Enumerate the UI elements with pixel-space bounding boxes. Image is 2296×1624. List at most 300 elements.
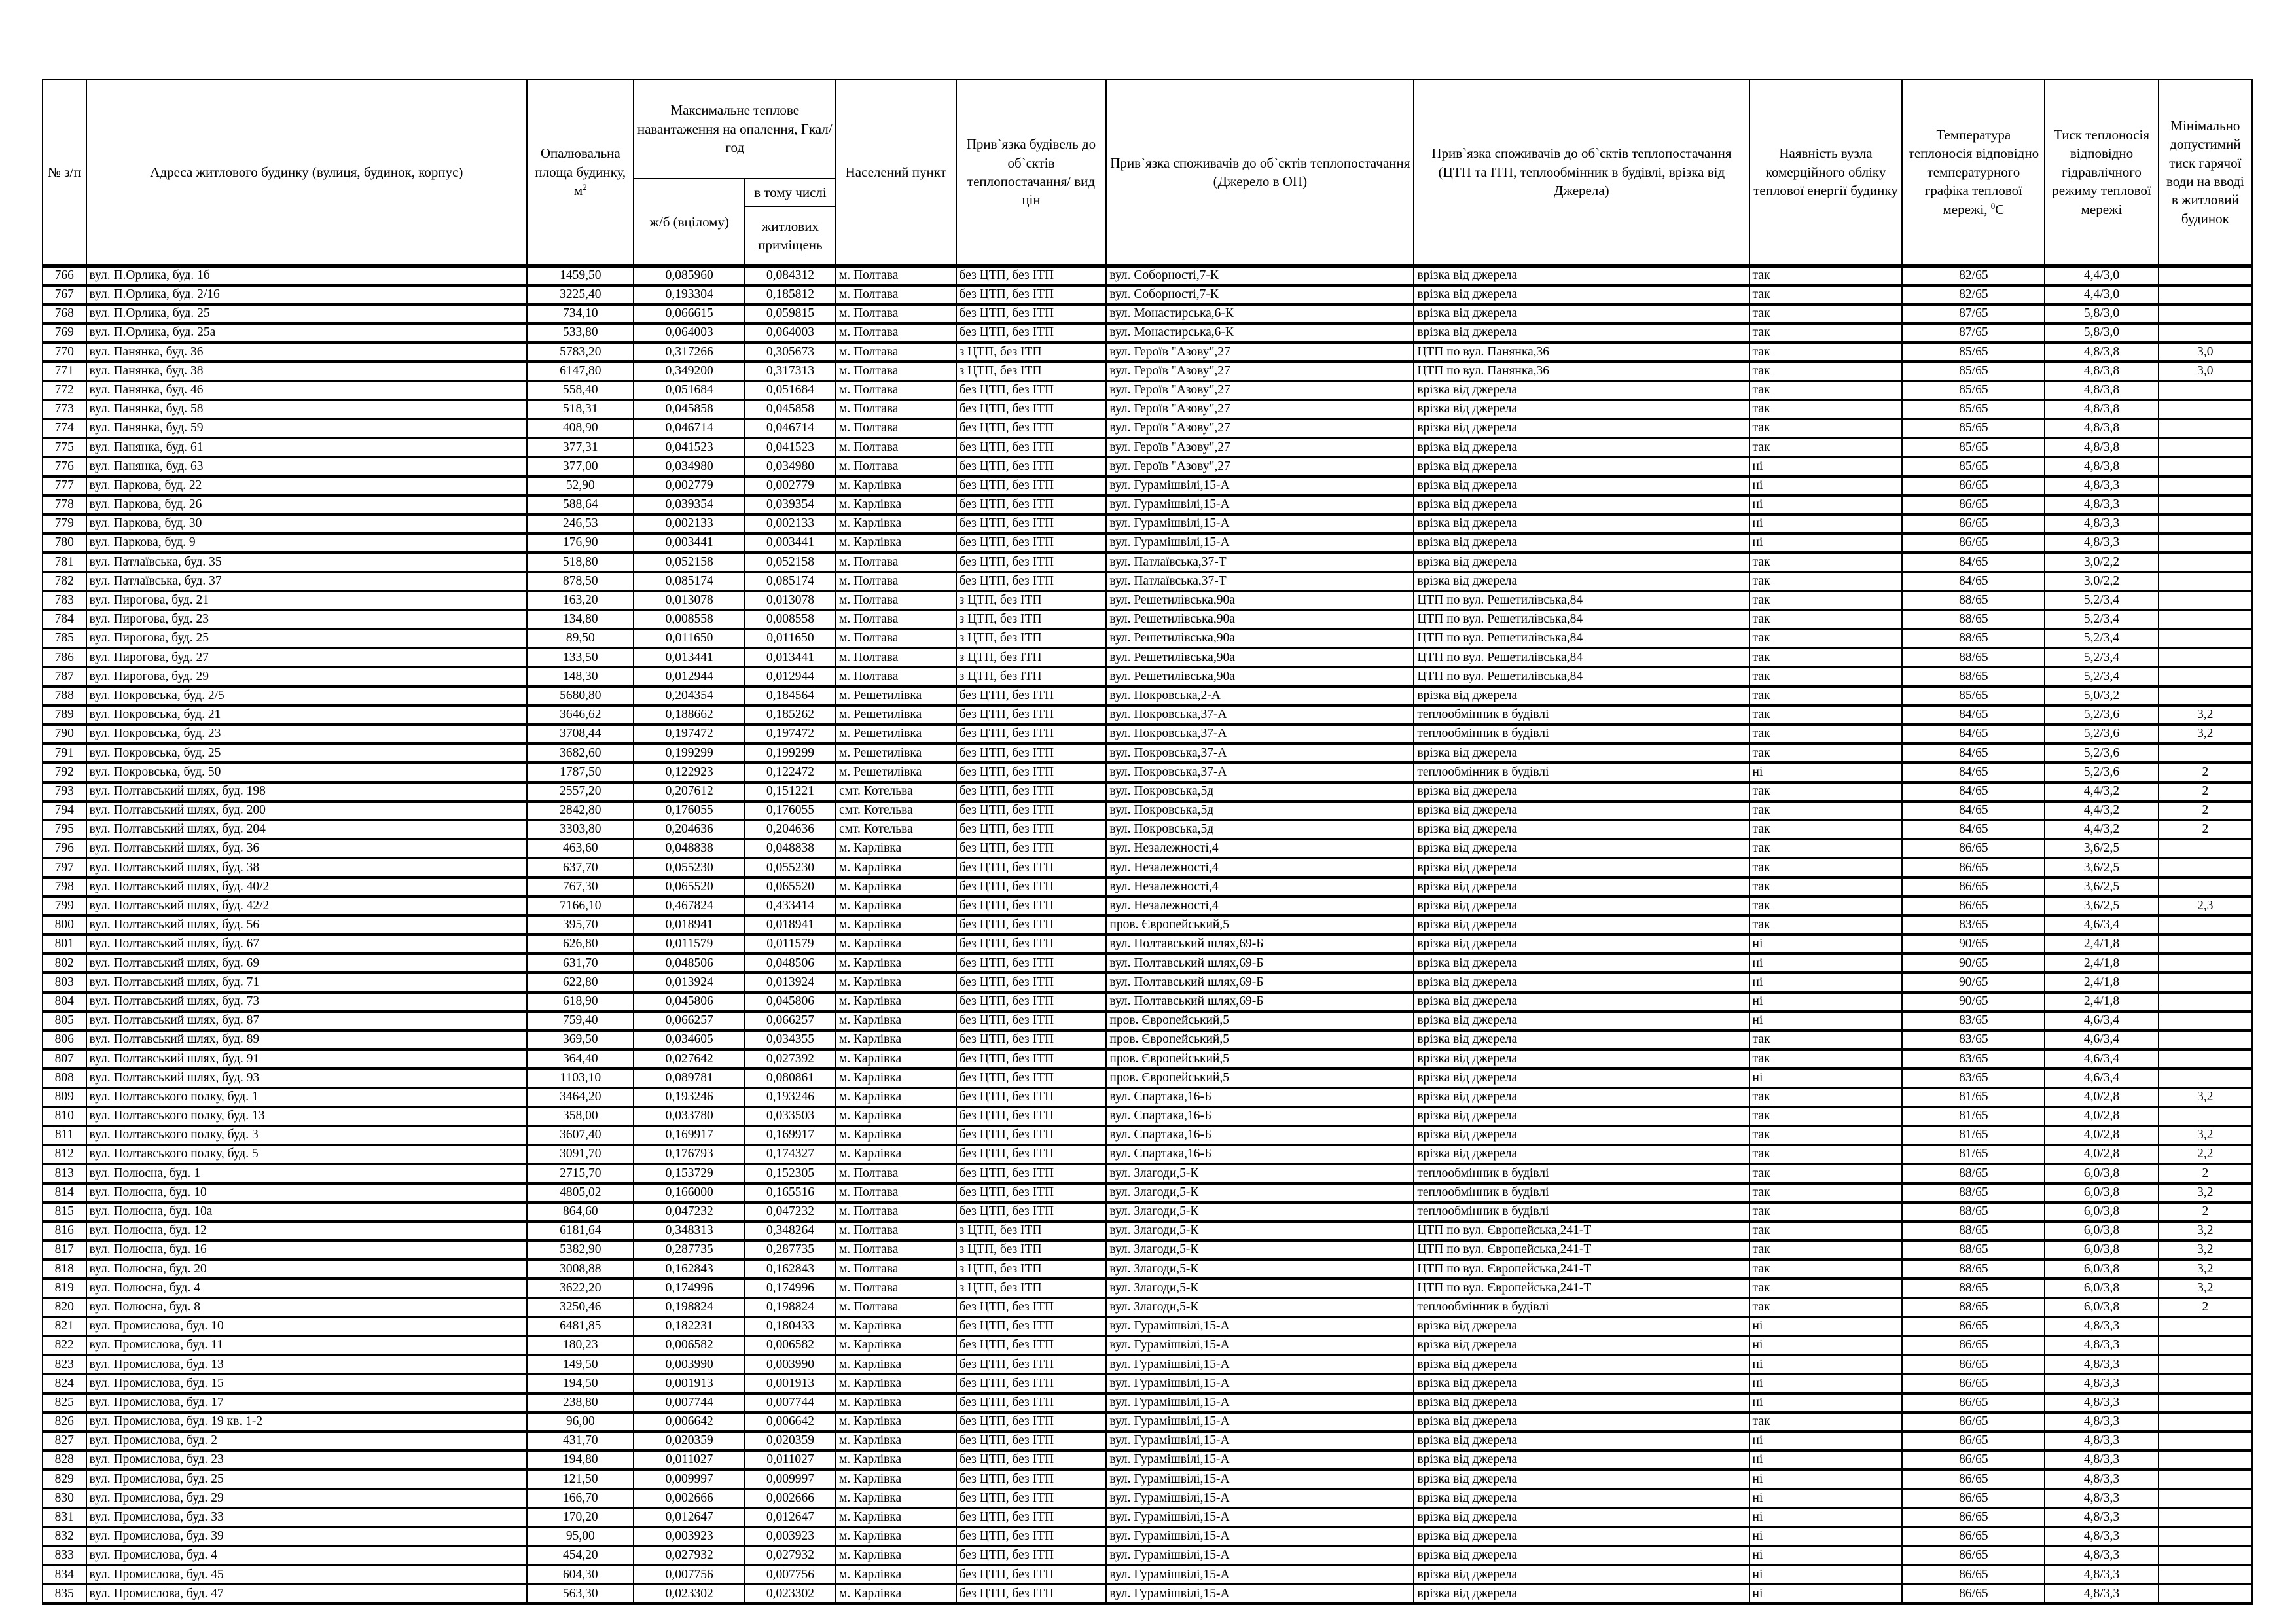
cell-pressure: 5,2/3,4 — [2045, 648, 2158, 667]
cell-pressure: 4,8/3,3 — [2045, 1394, 2158, 1413]
cell-settlement: м. Полтава — [836, 361, 956, 380]
cell-area: 408,90 — [527, 419, 634, 438]
cell-address: вул. Полтавського полку, буд. 5 — [86, 1145, 528, 1164]
cell-bind-type: без ЦТП, без ІТП — [956, 1394, 1107, 1413]
cell-area: 622,80 — [527, 973, 634, 992]
cell-load-residential: 0,002666 — [745, 1489, 836, 1508]
cell-address: вул. Пирогова, буд. 27 — [86, 648, 528, 667]
cell-pressure: 4,0/2,8 — [2045, 1145, 2158, 1164]
cell-load-total: 0,008558 — [634, 610, 744, 629]
cell-bind-object: врізка від джерела — [1414, 514, 1749, 533]
cell-pressure: 4,4/3,2 — [2045, 801, 2158, 820]
cell-load-total: 0,193246 — [634, 1088, 744, 1107]
cell-address: вул. Промислова, буд. 23 — [86, 1451, 528, 1470]
cell-meter: ні — [1749, 1565, 1903, 1584]
cell-load-total: 0,045806 — [634, 992, 744, 1011]
cell-meter: ні — [1749, 496, 1903, 514]
cell-min-pressure — [2159, 1527, 2252, 1546]
cell-area: 637,70 — [527, 858, 634, 877]
table-row — [43, 1030, 2252, 1049]
cell-settlement: м. Карлівка — [836, 839, 956, 858]
cell-settlement: м. Карлівка — [836, 533, 956, 552]
cell-address: вул. Полюсна, буд. 12 — [86, 1221, 528, 1240]
cell-bind-type: з ЦТП, без ІТП — [956, 361, 1107, 380]
cell-load-total: 0,048506 — [634, 954, 744, 973]
cell-temperature: 83/65 — [1902, 916, 2045, 935]
cell-num: 791 — [43, 744, 86, 763]
cell-load-residential: 0,002133 — [745, 514, 836, 533]
cell-source: вул. Монастирська,6-К — [1106, 323, 1414, 342]
cell-settlement: м. Решетилівка — [836, 763, 956, 782]
cell-load-residential: 0,011579 — [745, 935, 836, 954]
cell-temperature: 84/65 — [1902, 744, 2045, 763]
cell-min-pressure — [2159, 1508, 2252, 1527]
cell-area: 148,30 — [527, 667, 634, 686]
cell-meter: так — [1749, 323, 1903, 342]
cell-pressure: 6,0/3,8 — [2045, 1164, 2158, 1183]
cell-pressure: 4,6/3,4 — [2045, 1049, 2158, 1068]
cell-load-total: 0,188662 — [634, 706, 744, 725]
cell-bind-object: врізка від джерела — [1414, 878, 1749, 897]
cell-bind-object: ЦТП по вул. Європейська,241-Т — [1414, 1240, 1749, 1259]
cell-pressure: 4,4/3,2 — [2045, 782, 2158, 801]
cell-meter: ні — [1749, 1546, 1903, 1565]
cell-bind-type: без ЦТП, без ІТП — [956, 1068, 1107, 1087]
cell-load-total: 0,007744 — [634, 1394, 744, 1413]
cell-source: вул. Покровська,5д — [1106, 782, 1414, 801]
cell-min-pressure — [2159, 1394, 2252, 1413]
cell-temperature: 86/65 — [1902, 1565, 2045, 1584]
cell-source: вул. Гурамішвілі,15-А — [1106, 1374, 1414, 1393]
cell-num: 816 — [43, 1221, 86, 1240]
cell-temperature: 82/65 — [1902, 266, 2045, 285]
cell-num: 787 — [43, 667, 86, 686]
cell-bind-type: з ЦТП, без ІТП — [956, 610, 1107, 629]
cell-temperature: 86/65 — [1902, 839, 2045, 858]
cell-load-residential: 0,052158 — [745, 552, 836, 571]
cell-pressure: 6,0/3,8 — [2045, 1278, 2158, 1297]
cell-meter: так — [1749, 820, 1903, 839]
cell-area: 194,80 — [527, 1451, 634, 1470]
cell-min-pressure — [2159, 629, 2252, 648]
cell-bind-type: без ЦТП, без ІТП — [956, 935, 1107, 954]
table-row — [43, 591, 2252, 610]
cell-load-residential: 0,045858 — [745, 400, 836, 419]
cell-load-residential: 0,174996 — [745, 1278, 836, 1297]
cell-load-residential: 0,006642 — [745, 1413, 836, 1432]
cell-temperature: 85/65 — [1902, 381, 2045, 400]
cell-min-pressure — [2159, 438, 2252, 457]
cell-load-total: 0,182231 — [634, 1317, 744, 1336]
cell-load-total: 0,046714 — [634, 419, 744, 438]
cell-bind-type: без ЦТП, без ІТП — [956, 1508, 1107, 1527]
cell-min-pressure — [2159, 839, 2252, 858]
cell-pressure: 5,2/3,6 — [2045, 744, 2158, 763]
cell-bind-type: без ЦТП, без ІТП — [956, 706, 1107, 725]
cell-bind-object: врізка від джерела — [1414, 1489, 1749, 1508]
cell-num: 790 — [43, 725, 86, 744]
cell-area: 604,30 — [527, 1565, 634, 1584]
table-row — [43, 1508, 2252, 1527]
cell-area: 454,20 — [527, 1546, 634, 1565]
cell-load-residential: 0,011027 — [745, 1451, 836, 1470]
cell-pressure: 4,6/3,4 — [2045, 1030, 2158, 1049]
cell-source: вул. Героїв "Азову",27 — [1106, 400, 1414, 419]
cell-source: вул. Решетилівська,90а — [1106, 591, 1414, 610]
cell-bind-type: з ЦТП, без ІТП — [956, 1259, 1107, 1278]
cell-area: 3682,60 — [527, 744, 634, 763]
cell-pressure: 4,0/2,8 — [2045, 1107, 2158, 1126]
cell-min-pressure — [2159, 610, 2252, 629]
cell-source: вул. Гурамішвілі,15-А — [1106, 1489, 1414, 1508]
cell-address: вул. П.Орлика, буд. 2/16 — [86, 285, 528, 304]
cell-bind-object: врізка від джерела — [1414, 400, 1749, 419]
cell-num: 779 — [43, 514, 86, 533]
cell-settlement: м. Полтава — [836, 667, 956, 686]
cell-min-pressure — [2159, 1470, 2252, 1489]
cell-source: вул. Гурамішвілі,15-А — [1106, 1355, 1414, 1374]
cell-temperature: 88/65 — [1902, 1259, 2045, 1278]
cell-temperature: 86/65 — [1902, 1527, 2045, 1546]
cell-num: 774 — [43, 419, 86, 438]
table-row — [43, 1527, 2252, 1546]
cell-source: вул. Героїв "Азову",27 — [1106, 361, 1414, 380]
cell-bind-type: без ЦТП, без ІТП — [956, 1355, 1107, 1374]
cell-bind-type: без ЦТП, без ІТП — [956, 323, 1107, 342]
table-row — [43, 1107, 2252, 1126]
cell-meter: так — [1749, 400, 1903, 419]
cell-load-residential: 0,152305 — [745, 1164, 836, 1183]
cell-address: вул. Панянка, буд. 58 — [86, 400, 528, 419]
cell-source: вул. Спартака,16-Б — [1106, 1088, 1414, 1107]
cell-bind-type: без ЦТП, без ІТП — [956, 1183, 1107, 1202]
cell-bind-object: врізка від джерела — [1414, 496, 1749, 514]
cell-num: 794 — [43, 801, 86, 820]
cell-pressure: 2,4/1,8 — [2045, 973, 2158, 992]
cell-address: вул. Панянка, буд. 36 — [86, 342, 528, 361]
cell-bind-object: врізка від джерела — [1414, 572, 1749, 591]
cell-pressure: 3,6/2,5 — [2045, 878, 2158, 897]
cell-area: 1459,50 — [527, 266, 634, 285]
cell-source: вул. Злагоди,5-К — [1106, 1221, 1414, 1240]
cell-address: вул. Промислова, буд. 19 кв. 1-2 — [86, 1413, 528, 1432]
cell-area: 6181,64 — [527, 1221, 634, 1240]
cell-address: вул. Промислова, буд. 11 — [86, 1336, 528, 1355]
cell-pressure: 4,8/3,3 — [2045, 1527, 2158, 1546]
cell-pressure: 4,4/3,0 — [2045, 285, 2158, 304]
cell-settlement: м. Карлівка — [836, 1527, 956, 1546]
cell-min-pressure: 2,3 — [2159, 897, 2252, 916]
cell-address: вул. Промислова, буд. 25 — [86, 1470, 528, 1489]
cell-bind-type: без ЦТП, без ІТП — [956, 801, 1107, 820]
cell-min-pressure: 3,2 — [2159, 1126, 2252, 1145]
cell-settlement: м. Карлівка — [836, 1068, 956, 1087]
cell-load-residential: 0,006582 — [745, 1336, 836, 1355]
table-row — [43, 552, 2252, 571]
cell-bind-type: без ЦТП, без ІТП — [956, 1030, 1107, 1049]
cell-area: 3708,44 — [527, 725, 634, 744]
cell-area: 4805,02 — [527, 1183, 634, 1202]
cell-source: вул. Покровська,5д — [1106, 820, 1414, 839]
cell-pressure: 4,8/3,3 — [2045, 514, 2158, 533]
cell-source: вул. Злагоди,5-К — [1106, 1164, 1414, 1183]
cell-pressure: 3,0/2,2 — [2045, 552, 2158, 571]
cell-min-pressure — [2159, 1355, 2252, 1374]
col-header-max-load: Максимальне теплове навантаження на опалення, Гкал/год — [634, 79, 836, 179]
cell-pressure: 4,8/3,3 — [2045, 1489, 2158, 1508]
heat-supply-table — [42, 79, 2253, 1605]
cell-num: 788 — [43, 687, 86, 706]
cell-min-pressure — [2159, 1565, 2252, 1584]
cell-source: вул. Полтавський шлях,69-Б — [1106, 935, 1414, 954]
cell-load-residential: 0,287735 — [745, 1240, 836, 1259]
cell-temperature: 81/65 — [1902, 1088, 2045, 1107]
cell-meter: ні — [1749, 763, 1903, 782]
cell-pressure: 5,2/3,4 — [2045, 591, 2158, 610]
cell-address: вул. Паркова, буд. 26 — [86, 496, 528, 514]
cell-num: 797 — [43, 858, 86, 877]
cell-min-pressure — [2159, 916, 2252, 935]
cell-settlement: м. Карлівка — [836, 1317, 956, 1336]
cell-meter: ні — [1749, 514, 1903, 533]
cell-temperature: 85/65 — [1902, 687, 2045, 706]
cell-address: вул. Полтавський шлях, буд. 91 — [86, 1049, 528, 1068]
cell-bind-object: ЦТП по вул. Панянка,36 — [1414, 342, 1749, 361]
cell-pressure: 6,0/3,8 — [2045, 1202, 2158, 1221]
cell-num: 772 — [43, 381, 86, 400]
cell-bind-type: без ЦТП, без ІТП — [956, 1470, 1107, 1489]
cell-meter: так — [1749, 1413, 1903, 1432]
cell-area: 7166,10 — [527, 897, 634, 916]
cell-meter: ні — [1749, 1451, 1903, 1470]
col-header-settlement: Населений пункт — [836, 79, 956, 266]
cell-meter: так — [1749, 1145, 1903, 1164]
cell-address: вул. Покровська, буд. 25 — [86, 744, 528, 763]
cell-bind-object: врізка від джерела — [1414, 1374, 1749, 1393]
cell-source: вул. Героїв "Азову",27 — [1106, 457, 1414, 476]
cell-bind-object: врізка від джерела — [1414, 820, 1749, 839]
cell-area: 864,60 — [527, 1202, 634, 1221]
cell-bind-object: врізка від джерела — [1414, 533, 1749, 552]
cell-num: 775 — [43, 438, 86, 457]
cell-load-residential: 0,197472 — [745, 725, 836, 744]
cell-area: 3091,70 — [527, 1145, 634, 1164]
cell-bind-type: без ЦТП, без ІТП — [956, 878, 1107, 897]
cell-settlement: м. Карлівка — [836, 973, 956, 992]
cell-settlement: м. Полтава — [836, 438, 956, 457]
cell-num: 817 — [43, 1240, 86, 1259]
cell-pressure: 4,4/3,0 — [2045, 266, 2158, 285]
cell-meter: так — [1749, 725, 1903, 744]
cell-bind-object: врізка від джерела — [1414, 1068, 1749, 1087]
cell-source: вул. Незалежності,4 — [1106, 897, 1414, 916]
cell-pressure: 4,8/3,3 — [2045, 1374, 2158, 1393]
cell-address: вул. Покровська, буд. 23 — [86, 725, 528, 744]
cell-source: вул. Злагоди,5-К — [1106, 1202, 1414, 1221]
cell-settlement: м. Карлівка — [836, 1374, 956, 1393]
cell-bind-object: ЦТП по вул. Європейська,241-Т — [1414, 1259, 1749, 1278]
cell-load-residential: 0,085174 — [745, 572, 836, 591]
cell-num: 822 — [43, 1336, 86, 1355]
cell-address: вул. П.Орлика, буд. 25 — [86, 304, 528, 323]
cell-num: 770 — [43, 342, 86, 361]
cell-bind-object: врізка від джерела — [1414, 1451, 1749, 1470]
cell-meter: так — [1749, 801, 1903, 820]
cell-settlement: м. Карлівка — [836, 935, 956, 954]
cell-load-total: 0,169917 — [634, 1126, 744, 1145]
table-row — [43, 1336, 2252, 1355]
cell-address: вул. Промислова, буд. 13 — [86, 1355, 528, 1374]
cell-meter: так — [1749, 266, 1903, 285]
cell-num: 789 — [43, 706, 86, 725]
cell-address: вул. Пирогова, буд. 21 — [86, 591, 528, 610]
cell-load-residential: 0,002779 — [745, 477, 836, 496]
cell-pressure: 5,8/3,0 — [2045, 304, 2158, 323]
cell-load-total: 0,193304 — [634, 285, 744, 304]
cell-load-total: 0,199299 — [634, 744, 744, 763]
cell-source: вул. Монастирська,6-К — [1106, 304, 1414, 323]
table-row — [43, 782, 2252, 801]
table-row — [43, 1374, 2252, 1393]
cell-address: вул. Промислова, буд. 33 — [86, 1508, 528, 1527]
table-row — [43, 687, 2252, 706]
cell-temperature: 88/65 — [1902, 667, 2045, 686]
cell-pressure: 3,6/2,5 — [2045, 897, 2158, 916]
table-row — [43, 935, 2252, 954]
cell-source: вул. Злагоди,5-К — [1106, 1278, 1414, 1297]
cell-load-residential: 0,013924 — [745, 973, 836, 992]
cell-address: вул. Полтавський шлях, буд. 204 — [86, 820, 528, 839]
cell-temperature: 88/65 — [1902, 1164, 2045, 1183]
cell-source: вул. Гурамішвілі,15-А — [1106, 1508, 1414, 1527]
cell-load-residential: 0,176055 — [745, 801, 836, 820]
cell-num: 800 — [43, 916, 86, 935]
cell-min-pressure — [2159, 1049, 2252, 1068]
cell-min-pressure — [2159, 381, 2252, 400]
cell-num: 798 — [43, 878, 86, 897]
cell-settlement: м. Решетилівка — [836, 725, 956, 744]
cell-temperature: 88/65 — [1902, 1278, 2045, 1297]
cell-bind-type: без ЦТП, без ІТП — [956, 1202, 1107, 1221]
cell-min-pressure: 3,2 — [2159, 706, 2252, 725]
table-row — [43, 1432, 2252, 1451]
cell-meter: так — [1749, 1030, 1903, 1049]
cell-num: 766 — [43, 266, 86, 285]
cell-min-pressure — [2159, 878, 2252, 897]
cell-load-total: 0,020359 — [634, 1432, 744, 1451]
cell-source: вул. Решетилівська,90а — [1106, 667, 1414, 686]
cell-address: вул. Промислова, буд. 45 — [86, 1565, 528, 1584]
cell-load-total: 0,003923 — [634, 1527, 744, 1546]
table-row — [43, 477, 2252, 496]
cell-min-pressure — [2159, 1068, 2252, 1087]
cell-temperature: 86/65 — [1902, 1317, 2045, 1336]
cell-min-pressure — [2159, 419, 2252, 438]
cell-meter: так — [1749, 782, 1903, 801]
cell-temperature: 87/65 — [1902, 304, 2045, 323]
cell-bind-object: врізка від джерела — [1414, 381, 1749, 400]
cell-load-residential: 0,165516 — [745, 1183, 836, 1202]
cell-num: 768 — [43, 304, 86, 323]
cell-pressure: 4,8/3,3 — [2045, 1336, 2158, 1355]
cell-load-total: 0,162843 — [634, 1259, 744, 1278]
cell-bind-object: теплообмінник в будівлі — [1414, 1164, 1749, 1183]
cell-load-residential: 0,041523 — [745, 438, 836, 457]
cell-bind-object: врізка від джерела — [1414, 266, 1749, 285]
cell-address: вул. Паркова, буд. 22 — [86, 477, 528, 496]
cell-settlement: смт. Котельва — [836, 801, 956, 820]
cell-temperature: 84/65 — [1902, 820, 2045, 839]
cell-meter: так — [1749, 1049, 1903, 1068]
cell-bind-type: без ЦТП, без ІТП — [956, 1011, 1107, 1030]
cell-bind-type: без ЦТП, без ІТП — [956, 1565, 1107, 1584]
area-label: Опалювальна площа будинку, м — [535, 145, 626, 199]
cell-settlement: м. Полтава — [836, 1202, 956, 1221]
table-row — [43, 1068, 2252, 1087]
cell-bind-type: з ЦТП, без ІТП — [956, 667, 1107, 686]
cell-bind-object: врізка від джерела — [1414, 457, 1749, 476]
cell-temperature: 86/65 — [1902, 1489, 2045, 1508]
table-row — [43, 1221, 2252, 1240]
cell-area: 2557,20 — [527, 782, 634, 801]
cell-bind-object: ЦТП по вул. Європейська,241-Т — [1414, 1278, 1749, 1297]
cell-settlement: м. Карлівка — [836, 514, 956, 533]
table-row — [43, 514, 2252, 533]
cell-area: 180,23 — [527, 1336, 634, 1355]
cell-temperature: 83/65 — [1902, 1030, 2045, 1049]
cell-num: 781 — [43, 552, 86, 571]
cell-bind-object: врізка від джерела — [1414, 1107, 1749, 1126]
cell-load-residential: 0,059815 — [745, 304, 836, 323]
cell-bind-object: врізка від джерела — [1414, 438, 1749, 457]
cell-address: вул. Промислова, буд. 2 — [86, 1432, 528, 1451]
table-row — [43, 400, 2252, 419]
cell-bind-object: врізка від джерела — [1414, 1126, 1749, 1145]
cell-temperature: 90/65 — [1902, 935, 2045, 954]
cell-bind-object: врізка від джерела — [1414, 1030, 1749, 1049]
cell-temperature: 83/65 — [1902, 1049, 2045, 1068]
cell-load-total: 0,001913 — [634, 1374, 744, 1393]
cell-temperature: 81/65 — [1902, 1126, 2045, 1145]
cell-settlement: м. Карлівка — [836, 1489, 956, 1508]
cell-num: 783 — [43, 591, 86, 610]
cell-bind-object: врізка від джерела — [1414, 1336, 1749, 1355]
cell-bind-type: без ЦТП, без ІТП — [956, 381, 1107, 400]
cell-bind-type: без ЦТП, без ІТП — [956, 1527, 1107, 1546]
cell-bind-type: без ЦТП, без ІТП — [956, 285, 1107, 304]
cell-temperature: 83/65 — [1902, 1011, 2045, 1030]
col-header-bind-object: Прив`язка споживачів до об`єктів теплопостачання (ЦТП та ІТП, теплообмінник в будівлі, врізка від Джерела) — [1414, 79, 1749, 266]
cell-settlement: м. Карлівка — [836, 1030, 956, 1049]
cell-temperature: 88/65 — [1902, 591, 2045, 610]
cell-pressure: 4,8/3,3 — [2045, 1451, 2158, 1470]
cell-settlement: м. Карлівка — [836, 1451, 956, 1470]
cell-meter: так — [1749, 897, 1903, 916]
cell-temperature: 86/65 — [1902, 533, 2045, 552]
table-row — [43, 1240, 2252, 1259]
cell-load-total: 0,003441 — [634, 533, 744, 552]
cell-area: 463,60 — [527, 839, 634, 858]
cell-area: 588,64 — [527, 496, 634, 514]
cell-load-total: 0,051684 — [634, 381, 744, 400]
cell-load-residential: 0,003923 — [745, 1527, 836, 1546]
cell-bind-type: без ЦТП, без ІТП — [956, 992, 1107, 1011]
cell-load-residential: 0,199299 — [745, 744, 836, 763]
cell-temperature: 85/65 — [1902, 400, 2045, 419]
cell-source: пров. Європейський,5 — [1106, 1068, 1414, 1087]
cell-settlement: смт. Котельва — [836, 820, 956, 839]
cell-load-residential: 0,003441 — [745, 533, 836, 552]
